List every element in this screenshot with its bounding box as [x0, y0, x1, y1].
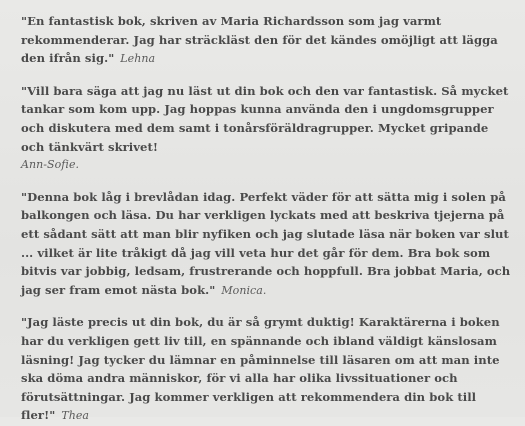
review-author: Thea	[61, 409, 90, 423]
review-1	[21, 12, 515, 69]
review-4	[21, 313, 515, 426]
review-3	[21, 188, 515, 301]
review-text: "Vill bara säga att jag nu läst ut din bok och den var fantastisk. Så mycket tankar som kom upp. Jag hoppas kunna använda den i ungdomsgrupper och diskutera med dem samt i tonårsföräldragrupper. Mycket gripande och tänkvärt skrivet!	[21, 83, 509, 154]
review-author: Lehna	[120, 52, 156, 66]
review-author: Monica.	[221, 283, 267, 297]
review-text: "Denna bok låg i brevlådan idag. Perfekt väder för att sätta mig i solen på balkongen och läsa. Du har verkligen lyckats med att beskriva tjejerna på ett sådant sätt att man blir nyfiken och jag slutade läsa när boken var slut ... vilket är lite tråkigt då jag vill veta hur det går för dem. Bra bok som bitvis var jobbig, ledsam, frustrerande och hoppfull. Bra jobbat Maria, och jag ser fram emot nästa bok."	[21, 189, 511, 297]
review-2	[21, 82, 515, 175]
review-author: Ann-Sofie.	[21, 158, 80, 172]
review-text: "En fantastisk bok, skriven av Maria Richardsson som jag varmt rekommenderar. Jag har sträckläst den för det kändes omöjligt att lägga den ifrån sig."	[21, 14, 498, 66]
review-text: "Jag läste precis ut din bok, du är så grymt duktig! Karaktärerna i boken har du verkligen gett liv till, en spännande och ibland väldigt känslosam läsning! Jag tycker du lämnar en påminnelse till läsaren om att man inte ska döma andra människor, för vi alla har olika livssituationer och förutsättningar. Jag kommer verkligen att rekommendera din bok till fler!"	[21, 315, 500, 423]
